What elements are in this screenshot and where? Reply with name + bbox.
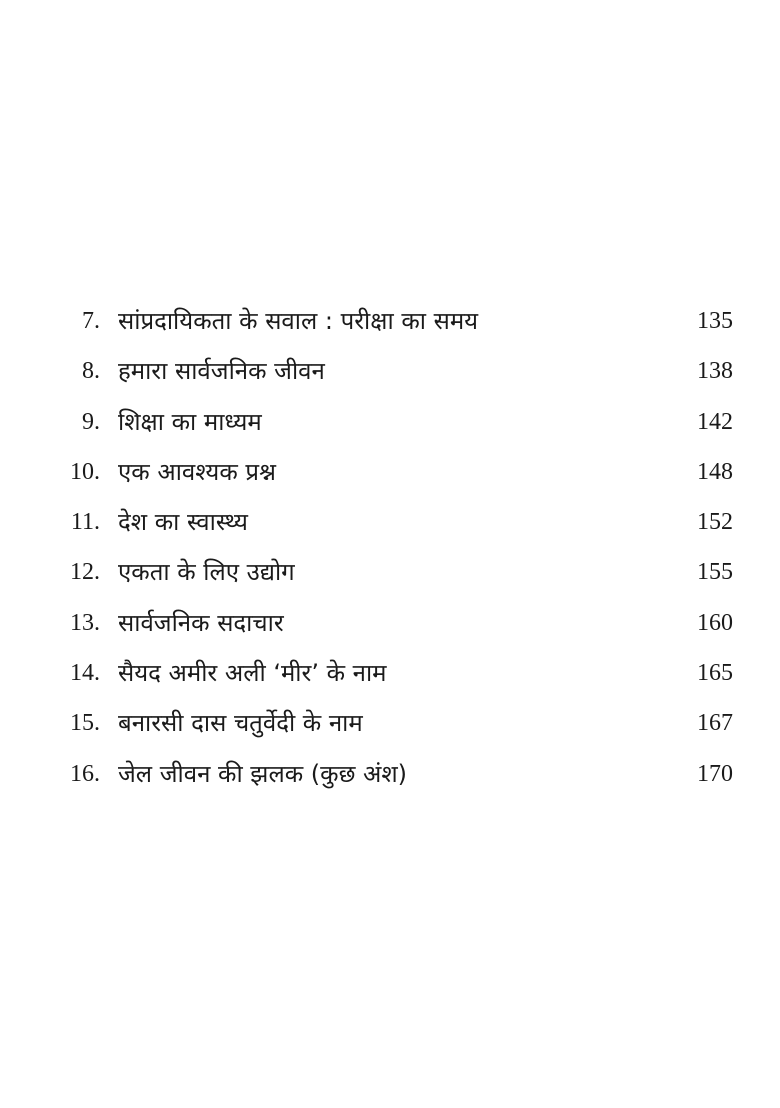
chapter-number: 14. [70, 660, 100, 687]
chapter-number: 12. [70, 559, 100, 586]
toc-entry [0, 702, 780, 752]
chapter-title: जेल जीवन की झलक (कुछ अंश) [118, 759, 408, 788]
chapter-number: 15. [70, 710, 100, 737]
toc-entry [0, 300, 780, 350]
chapter-title: एक आवश्यक प्रश्न [118, 457, 277, 486]
toc-entry [0, 551, 780, 601]
toc-entry [0, 753, 780, 803]
page-number: 160 [697, 609, 733, 636]
chapter-number: 10. [70, 458, 100, 485]
chapter-title: बनारसी दास चतुर्वेदी के नाम [118, 709, 363, 738]
chapter-title: सैयद अमीर अली ‘मीर’ के नाम [118, 659, 387, 688]
page-number: 165 [697, 660, 733, 687]
chapter-title: हमारा सार्वजनिक जीवन [118, 357, 325, 386]
chapter-title: सांप्रदायिकता के सवाल : परीक्षा का समय [118, 307, 479, 335]
chapter-title: एकता के लिए उद्योग [118, 558, 295, 587]
toc-entry [0, 602, 780, 652]
page-number: 167 [697, 710, 733, 737]
toc-entry [0, 451, 780, 501]
toc-entry [0, 401, 780, 451]
chapter-title: देश का स्वास्थ्य [118, 508, 248, 537]
chapter-number: 9. [82, 408, 100, 435]
chapter-title: शिक्षा का माध्यम [118, 407, 262, 436]
chapter-number: 13. [70, 609, 100, 636]
page-number: 142 [697, 408, 733, 435]
chapter-number: 16. [70, 760, 100, 787]
page-number: 135 [697, 308, 733, 334]
toc-entry [0, 501, 780, 551]
chapter-title: सार्वजनिक सदाचार [118, 608, 284, 637]
chapter-number: 8. [82, 358, 100, 385]
page-number: 152 [697, 509, 733, 536]
toc-entry [0, 350, 780, 400]
chapter-number: 7. [82, 308, 100, 334]
page-number: 148 [697, 458, 733, 485]
page-number: 155 [697, 559, 733, 586]
page-number: 138 [697, 358, 733, 385]
table-of-contents [0, 300, 780, 803]
chapter-number: 11. [70, 509, 100, 536]
toc-entry [0, 652, 780, 702]
page-number: 170 [697, 760, 733, 787]
